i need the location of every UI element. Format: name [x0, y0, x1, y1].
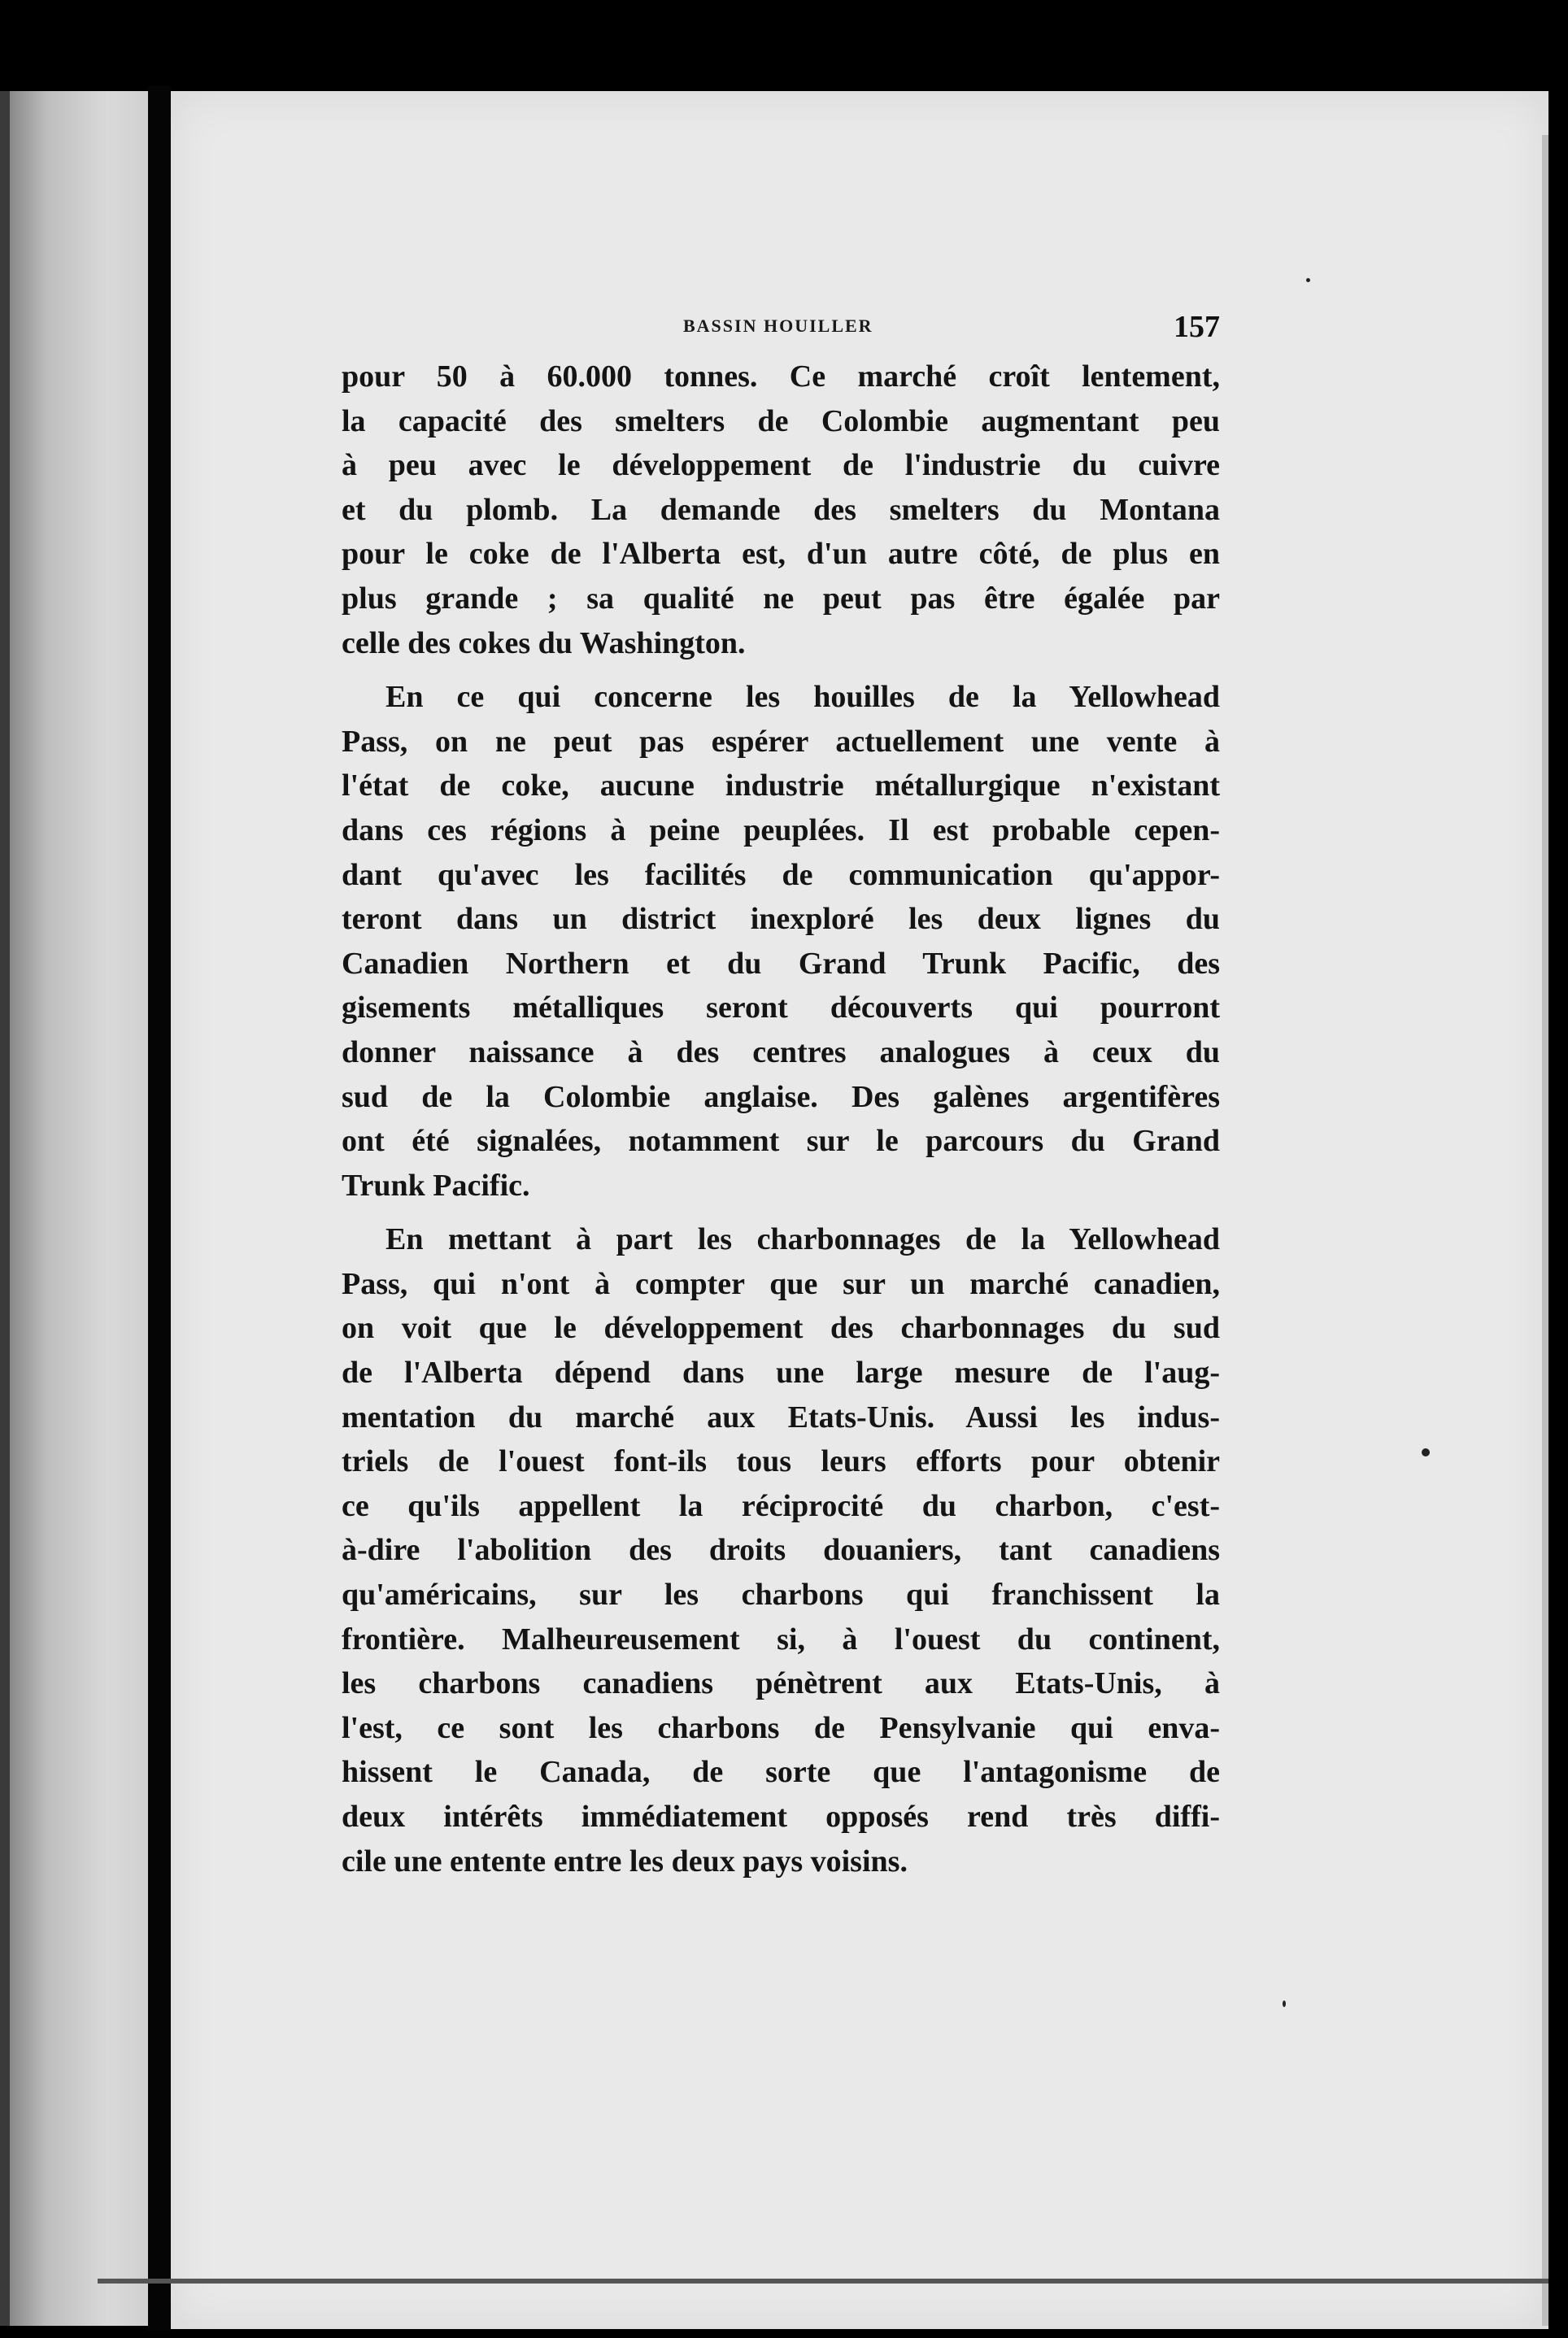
text-line: sud de la Colombie anglaise. Des galènes argentifères	[342, 1079, 1220, 1114]
text-line: à peu avec le développement de l'industrie du cuivre	[342, 448, 1220, 483]
text-line: ont été signalées, notamment sur le parcours du Grand	[342, 1124, 1220, 1159]
text-line: celle des cokes du Washington.	[342, 625, 746, 660]
text-line: pour 50 à 60.000 tonnes. Ce marché croît lentement,	[342, 359, 1220, 394]
text-line: l'est, ce sont les charbons de Pensylvanie qui enva-	[342, 1710, 1220, 1745]
running-head: BASSIN HOUILLER	[683, 316, 873, 336]
text-line: teront dans un district inexploré les deux lignes du	[342, 902, 1220, 937]
text-line: frontière. Malheureusement si, à l'ouest du continent,	[342, 1622, 1220, 1657]
text-line: qu'américains, sur les charbons qui franchissent la	[342, 1578, 1220, 1613]
facing-page-edge	[0, 91, 155, 2326]
book-spine	[148, 86, 171, 2331]
facing-page-shadow	[0, 91, 10, 2326]
text-line: dans ces régions à peine peuplées. Il est probable cepen-	[342, 812, 1220, 847]
paragraph	[342, 355, 1220, 665]
text-line: et du plomb. La demande des smelters du Montana	[342, 492, 1220, 527]
text-line: En ce qui concerne les houilles de la Yellowhead	[385, 680, 1220, 715]
text-line: deux intérêts immédiatement opposés rend très diffi-	[342, 1800, 1220, 1834]
paragraph	[342, 675, 1220, 1208]
scan-speck	[1422, 1448, 1430, 1456]
text-line: Pass, qui n'ont à compter que sur un marché canadien,	[342, 1266, 1220, 1301]
text-line: l'état de coke, aucune industrie métallurgique n'existant	[342, 768, 1220, 803]
text-line: les charbons canadiens pénètrent aux Etats-Unis, à	[342, 1666, 1220, 1701]
page-header	[342, 309, 1220, 358]
text-line: dant qu'avec les facilités de communication qu'appor-	[342, 857, 1220, 892]
text-line: Pass, on ne peut pas espérer actuellement une vente à	[342, 724, 1220, 759]
text-line: cile une entente entre les deux pays voisins.	[342, 1844, 908, 1879]
text-line: hissent le Canada, de sorte que l'antagonisme de	[342, 1755, 1220, 1790]
text-line: de l'Alberta dépend dans une large mesure de l'aug-	[342, 1356, 1220, 1391]
paragraph-gap	[342, 665, 1220, 675]
text-line: ce qu'ils appellent la réciprocité du charbon, c'est-	[342, 1488, 1220, 1523]
text-line: En mettant à part les charbonnages de la Yellowhead	[385, 1222, 1220, 1257]
scan-speck	[1306, 278, 1310, 282]
text-line: Trunk Pacific.	[342, 1168, 530, 1203]
text-line: donner naissance à des centres analogues à ceux du	[342, 1034, 1220, 1069]
body-text	[342, 355, 1220, 1883]
page-bottom-edge	[98, 2279, 1548, 2284]
text-line: la capacité des smelters de Colombie augmentant peu	[342, 403, 1220, 438]
scan-speck	[1283, 2001, 1286, 2007]
paragraph-gap	[342, 1208, 1220, 1217]
page-number: 157	[1174, 310, 1220, 344]
text-line: Canadien Northern et du Grand Trunk Pacific, des	[342, 946, 1220, 981]
text-line: triels de l'ouest font-ils tous leurs efforts pour obtenir	[342, 1444, 1220, 1479]
text-line: pour le coke de l'Alberta est, d'un autre côté, de plus en	[342, 537, 1220, 572]
text-line: à-dire l'abolition des droits douaniers, tant canadiens	[342, 1533, 1220, 1568]
text-line: gisements métalliques seront découverts qui pourront	[342, 990, 1220, 1025]
page-right-edge	[1542, 135, 1548, 2326]
text-line: on voit que le développement des charbonnages du sud	[342, 1311, 1220, 1346]
text-line: mentation du marché aux Etats-Unis. Aussi les indus-	[342, 1400, 1220, 1435]
text-line: plus grande ; sa qualité ne peut pas être égalée par	[342, 581, 1220, 616]
paragraph	[342, 1217, 1220, 1883]
